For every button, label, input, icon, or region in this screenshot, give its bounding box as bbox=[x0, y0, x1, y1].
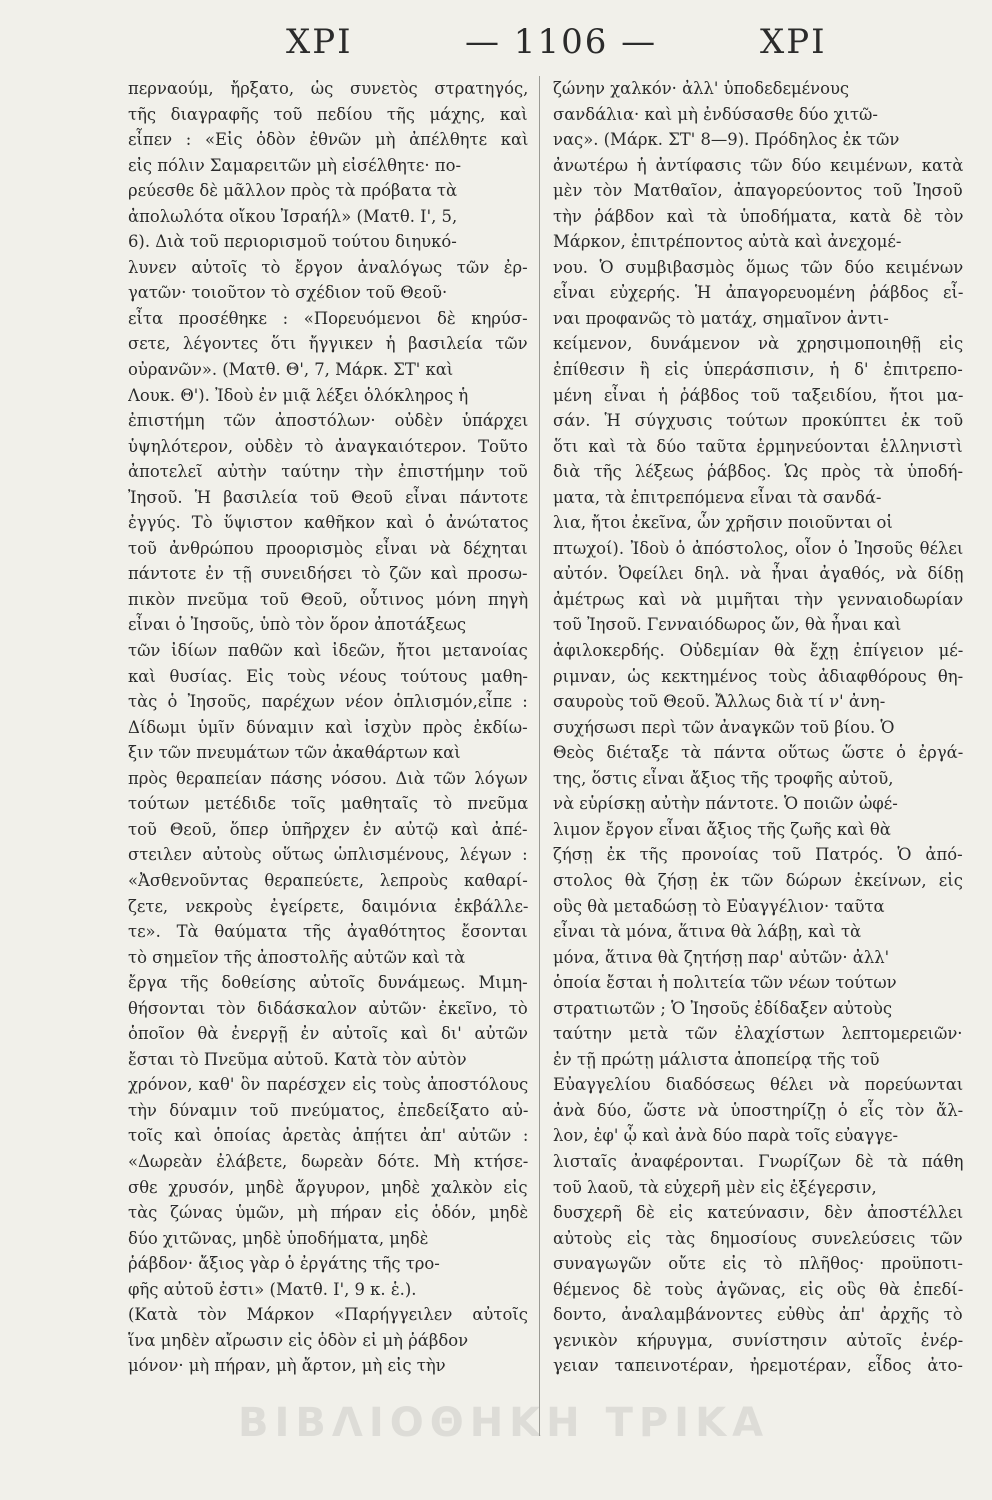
text-line: λισταῖς ἀναφέρονται. Γνωρίζων δὲ τὰ πάθη bbox=[553, 1151, 963, 1171]
text-line: ἀπολωλότα οἴκου Ἰσραήλ» (Ματθ. Ι', 5, bbox=[128, 206, 458, 226]
text-line: αὐτόν. Ὀφείλει δηλ. νὰ ἦναι ἀγαθός, νὰ δίδῃ bbox=[553, 564, 963, 584]
page-number: — 1106 — bbox=[465, 22, 658, 62]
text-line: χρόνον, καθ' ὃν παρέσχεν εἰς τοὺς ἀποστόλους bbox=[128, 1075, 528, 1095]
text-line: (Κατὰ τὸν Μάρκον «Παρήγγειλεν αὐτοῖς bbox=[128, 1305, 528, 1325]
text-line: ἐπίθεσιν ἢ εἰς ὑπεράσπισιν, ἡ δ' ἐπιτρεπο- bbox=[553, 360, 963, 380]
text-line: ναι προφανῶς τὸ ματάχ, σημαῖνον ἀντι- bbox=[553, 308, 889, 328]
text-line: «Ἀσθενοῦντας θεραπεύετε, λεπροὺς καθαρί- bbox=[128, 870, 528, 890]
text-line: της, ὅστις εἶναι ἄξιος τῆς τροφῆς αὐτοῦ, bbox=[553, 768, 894, 788]
text-line: σαυροὺς τοῦ Θεοῦ. Ἄλλως διὰ τί ν' ἀνη- bbox=[553, 692, 886, 712]
text-line: πρὸς θεραπείαν πάσης νόσου. Διὰ τῶν λόγων bbox=[128, 768, 528, 788]
text-line: τοῦ ἀνθρώπου προορισμὸς εἶναι νὰ δέχηται bbox=[128, 538, 528, 558]
text-line: «Δωρεὰν ἐλάβετε, δωρεὰν δότε. Μὴ κτήσε- bbox=[128, 1151, 528, 1171]
text-line: συναγωγῶν οὔτε εἰς τὸ πλῆθος· προϋποτι- bbox=[553, 1254, 963, 1274]
text-line: ῥάβδον· ἄξιος γὰρ ὁ ἐργάτης τῆς τρο- bbox=[128, 1254, 440, 1274]
text-line: στολος θὰ ζήσῃ ἐκ τῶν δώρων ἐκείνων, εἰς bbox=[553, 870, 963, 890]
text-line: γενικὸν κήρυγμα, συνίστησιν αὐτοῖς ἐνέρ- bbox=[553, 1330, 963, 1350]
text-line: τούτων μετέδιδε τοῖς μαθηταῖς τὸ πνεῦμα bbox=[128, 794, 528, 814]
text-line: στρατιωτῶν ; Ὁ Ἰησοῦς ἐδίδαξεν αὐτοὺς bbox=[553, 998, 893, 1018]
text-line: Λουκ. Θ'). Ἰδοὺ ἐν μιᾷ λέξει ὁλόκληρος ἡ bbox=[128, 385, 469, 405]
text-line: 6). Διὰ τοῦ περιορισμοῦ τούτου διηυκό- bbox=[128, 232, 457, 252]
text-line: ἀποτελεῖ αὐτὴν ταύτην τὴν ἐπιστήμην τοῦ bbox=[128, 462, 528, 482]
text-line: ὁποία ἔσται ἡ πολιτεία τῶν νέων τούτων bbox=[553, 973, 897, 993]
text-line: Θεὸς διέταξε τὰ πάντα οὕτως ὥστε ὁ ἐργά- bbox=[553, 743, 963, 763]
text-line: ἐπιστήμη τῶν ἀποστόλων· οὐδὲν ὑπάρχει bbox=[128, 411, 528, 431]
text-line: ριμναν, ὡς κεκτημένος τοὺς ἀδιαφθόρους θη- bbox=[553, 666, 963, 686]
text-line: Εὐαγγελίου διαδόσεως θέλει νὰ πορεύωνται bbox=[553, 1075, 963, 1095]
right-text-column bbox=[553, 76, 963, 1379]
text-line: καὶ θυσίας. Εἰς τοὺς νέους τούτους μαθη- bbox=[128, 666, 528, 686]
text-line: πικὸν πνεῦμα τοῦ Θεοῦ, οὗτινος μόνη πηγὴ bbox=[128, 589, 528, 609]
text-line: ζώνην χαλκόν· ἀλλ' ὑποδεδεμένους bbox=[553, 79, 850, 98]
text-line: εἶναι ὁ Ἰησοῦς, ὑπὸ τὸν ὅρον ἀποτάξεως bbox=[128, 615, 467, 635]
text-line: σθε χρυσόν, μηδὲ ἄργυρον, μηδὲ χαλκὸν εἰς bbox=[128, 1177, 528, 1197]
running-head-right: ΧΡΙ bbox=[760, 22, 827, 62]
text-line: διὰ τῆς λέξεως ῥάβδος. Ὡς πρὸς τὰ ὑποδή- bbox=[553, 462, 963, 482]
text-line: τῶν ἰδίων παθῶν καὶ ἰδεῶν, ἤτοι μετανοίας bbox=[128, 641, 528, 661]
text-line: φῆς αὐτοῦ ἐστι» (Ματθ. Ι', 9 κ. ἑ.). bbox=[128, 1279, 417, 1299]
text-line: οὐρανῶν». (Ματθ. Θ', 7, Μάρκ. ΣΤ' καὶ bbox=[128, 360, 454, 380]
text-line: ἀμέτρως καὶ νὰ μιμῆται τὴν γενναιοδωρίαν bbox=[553, 589, 963, 609]
text-line: μένη εἶναι ἡ ῥάβδος τοῦ ταξειδίου, ἤτοι μα- bbox=[553, 385, 963, 405]
text-line: λυνεν αὐτοῖς τὸ ἔργον ἀναλόγως τῶν ἐρ- bbox=[128, 257, 528, 277]
text-line: εἶτα προσέθηκε : «Πορευόμενοι δὲ κηρύσ- bbox=[128, 308, 528, 328]
text-line: ὁποῖον θὰ ἐνεργῇ ἐν αὐτοῖς καὶ δι' αὐτῶν bbox=[128, 1024, 528, 1044]
text-line: τὰς ὁ Ἰησοῦς, παρέχων νέον ὁπλισμόν,εἶπε : bbox=[128, 692, 528, 712]
text-line: συχήσωσι περὶ τῶν ἀναγκῶν τοῦ βίου. Ὁ bbox=[553, 717, 895, 737]
text-line: λον, ἐφ' ᾧ καὶ ἀνὰ δύο παρὰ τοῖς εὐαγγε- bbox=[553, 1126, 899, 1146]
text-line: ματα, τὰ ἐπιτρεπόμενα εἶναι τὰ σανδά- bbox=[553, 487, 882, 507]
text-line: τοῦ λαοῦ, τὰ εὐχερῆ μὲν εἰς ἐξέγερσιν, bbox=[553, 1177, 877, 1197]
text-line: ἀφιλοκερδής. Οὐδεμίαν θὰ ἔχῃ ἐπίγειον μέ- bbox=[553, 641, 963, 661]
text-line: εἰς πόλιν Σαμαρειτῶν μὴ εἰσέλθητε· πο- bbox=[128, 155, 461, 175]
text-line: θήσονται τὸν διδάσκαλον αὐτῶν· ἐκεῖνο, τὸ bbox=[128, 998, 528, 1018]
text-line: ζήσῃ ἐκ τῆς προνοίας τοῦ Πατρός. Ὁ ἀπό- bbox=[553, 845, 963, 865]
text-line: Δίδωμι ὑμῖν δύναμιν καὶ ἰσχὺν πρὸς ἐκδίω- bbox=[128, 717, 528, 737]
text-line: ὅτι καὶ τὰ δύο ταῦτα ἑρμηνεύονται ἑλληνιστὶ bbox=[553, 436, 963, 456]
text-line: σετε, λέγοντες ὅτι ἤγγικεν ἡ βασιλεία τῶν bbox=[128, 334, 528, 354]
text-line: ταύτην μετὰ τῶν ἐλαχίστων λεπτομερειῶν· bbox=[553, 1024, 963, 1044]
text-line: μὲν τὸν Ματθαῖον, ἀπαγορεύοντος τοῦ Ἰησοῦ bbox=[553, 181, 963, 201]
text-line: ἔργα τῆς δοθείσης αὐτοῖς δυνάμεως. Μιμη- bbox=[128, 973, 528, 993]
text-line: τὴν ῥάβδον καὶ τὰ ὑποδήματα, κατὰ δὲ τὸν bbox=[553, 206, 963, 226]
text-line: δυσχερῆ δὲ εἰς κατεύνασιν, δὲν ἀποστέλλει bbox=[553, 1203, 963, 1223]
library-watermark: ΒΙΒΛΙΟΘΗΚΗ ΤΡΙΚΑ bbox=[238, 1400, 770, 1446]
text-line: τὰς ζώνας ὑμῶν, μὴ πήραν εἰς ὁδόν, μηδὲ bbox=[128, 1203, 528, 1223]
text-line: εἶναι τὰ μόνα, ἅτινα θὰ λάβῃ, καὶ τὰ bbox=[553, 922, 862, 942]
text-line: πάντοτε ἐν τῇ συνειδήσει τὸ ζῶν καὶ προσω- bbox=[128, 564, 528, 584]
text-line: τοῦ Θεοῦ, ὅπερ ὑπῆρχεν ἐν αὐτῷ καὶ ἀπέ- bbox=[128, 819, 528, 839]
text-line: γατῶν· τοιοῦτον τὸ σχέδιον τοῦ Θεοῦ· bbox=[128, 283, 448, 303]
text-line: ζετε, νεκροὺς ἐγείρετε, δαιμόνια ἐκβάλλε- bbox=[128, 896, 528, 916]
text-line: οὓς θὰ μεταδώσῃ τὸ Εὐαγγέλιον· ταῦτα bbox=[553, 896, 885, 916]
text-line: μόνα, ἅτινα θὰ ζητήσῃ παρ' αὐτῶν· ἀλλ' bbox=[553, 947, 890, 967]
text-line: τὸ σημεῖον τῆς ἀποστολῆς αὐτῶν καὶ τὰ bbox=[128, 947, 466, 967]
text-line: μόνον· μὴ πήραν, μὴ ἄρτον, μὴ εἰς τὴν bbox=[128, 1356, 446, 1376]
text-line: ὑψηλότερον, οὐδὲν τὸ ἀναγκαιότερον. Τοῦτο bbox=[128, 436, 528, 456]
text-line: θέμενος δὲ τοὺς ἀγῶνας, εἰς οὓς θὰ ἐπεδί- bbox=[553, 1279, 963, 1299]
text-line: νας». (Μάρκ. ΣΤ' 8—9). Πρόδηλος ἐκ τῶν bbox=[553, 130, 900, 150]
text-line: τῆς διαγραφῆς τοῦ πεδίου τῆς μάχης, καὶ bbox=[128, 104, 528, 124]
text-line: δοντο, ἀναλαμβάνοντες εὐθὺς ἀπ' ἀρχῆς τὸ bbox=[553, 1305, 963, 1325]
text-line: τοῖς καὶ ὁποίας ἀρετὰς ἀπῄτει ἀπ' αὐτῶν : bbox=[128, 1126, 528, 1146]
text-line: στειλεν αὐτοὺς οὕτως ὡπλισμένους, λέγων : bbox=[128, 845, 528, 865]
text-line: ἀνωτέρω ἡ ἀντίφασις τῶν δύο κειμένων, κατὰ bbox=[553, 155, 963, 175]
text-line: νὰ εὑρίσκῃ αὐτὴν πάντοτε. Ὁ ποιῶν ὠφέ- bbox=[553, 794, 898, 814]
text-line: γειαν ταπεινοτέραν, ἠρεμοτέραν, εἶδος ἀτο- bbox=[553, 1356, 963, 1376]
text-line: ἀνὰ δύο, ὥστε νὰ ὑποστηρίζῃ ὁ εἷς τὸν ἄλ- bbox=[553, 1100, 963, 1120]
text-line: ἔσται τὸ Πνεῦμα αὐτοῦ. Κατὰ τὸν αὐτὸν bbox=[128, 1049, 467, 1069]
text-line: λιμον ἔργον εἶναι ἄξιος τῆς ζωῆς καὶ θὰ bbox=[553, 819, 891, 839]
text-line: τοῦ Ἰησοῦ. Γενναιόδωρος ὤν, θὰ ἦναι καὶ bbox=[553, 615, 902, 635]
text-line: εἶπεν : «Εἰς ὁδὸν ἐθνῶν μὴ ἀπέλθητε καὶ bbox=[128, 130, 528, 150]
text-line: πτωχοί). Ἰδοὺ ὁ ἀπόστολος, οἷον ὁ Ἰησοῦς θέλει bbox=[553, 538, 963, 558]
running-head-left: ΧΡΙ bbox=[286, 22, 353, 62]
text-line: σάν. Ἡ σύγχυσις τούτων προκύπτει ἐκ τοῦ bbox=[553, 411, 963, 431]
text-line: αὐτοὺς εἰς τὰς δημοσίους συνελεύσεις τῶν bbox=[553, 1228, 963, 1248]
text-line: ρεύεσθε δὲ μᾶλλον πρὸς τὰ πρόβατα τὰ bbox=[128, 181, 458, 201]
text-line: τὴν δύναμιν τοῦ πνεύματος, ἐπεδείξατο αὐ- bbox=[128, 1100, 528, 1120]
text-line: νου. Ὁ συμβιβασμὸς ὅμως τῶν δύο κειμένων bbox=[553, 257, 963, 277]
text-line: ἵνα μηδὲν αἴρωσιν εἰς ὁδὸν εἰ μὴ ῥάβδον bbox=[128, 1330, 469, 1350]
text-line: ἐγγύς. Τὸ ὕψιστον καθῆκον καὶ ὁ ἀνώτατος bbox=[128, 513, 528, 533]
text-line: Μάρκον, ἐπιτρέποντος αὐτὰ καὶ ἀνεχομέ- bbox=[553, 232, 902, 252]
left-text-column bbox=[128, 76, 528, 1379]
text-line: τε». Τὰ θαύματα τῆς ἀγαθότητος ἔσονται bbox=[128, 922, 528, 942]
text-line: ξιν τῶν πνευμάτων τῶν ἀκαθάρτων καὶ bbox=[128, 743, 461, 763]
text-line: λια, ἤτοι ἐκεῖνα, ὧν χρῆσιν ποιοῦνται οἱ bbox=[553, 513, 893, 533]
text-line: περναούμ, ἤρξατο, ὡς συνετὸς στρατηγός, bbox=[128, 79, 528, 98]
text-line: δύο χιτῶνας, μηδὲ ὑποδήματα, μηδὲ bbox=[128, 1228, 429, 1248]
text-line: Ἰησοῦ. Ἡ βασιλεία τοῦ Θεοῦ εἶναι πάντοτε bbox=[128, 487, 528, 507]
text-line: ἐν τῇ πρώτῃ μάλιστα ἀποπείρᾳ τῆς τοῦ bbox=[553, 1049, 880, 1069]
text-line: εἶναι εὐχερής. Ἡ ἀπαγορευομένη ῥάβδος εἶ- bbox=[553, 283, 963, 303]
text-line: σανδάλια· καὶ μὴ ἐνδύσασθε δύο χιτῶ- bbox=[553, 104, 878, 124]
column-divider bbox=[539, 76, 540, 1436]
text-line: κείμενον, δυνάμενον νὰ χρησιμοποιηθῇ εἰς bbox=[553, 334, 963, 354]
